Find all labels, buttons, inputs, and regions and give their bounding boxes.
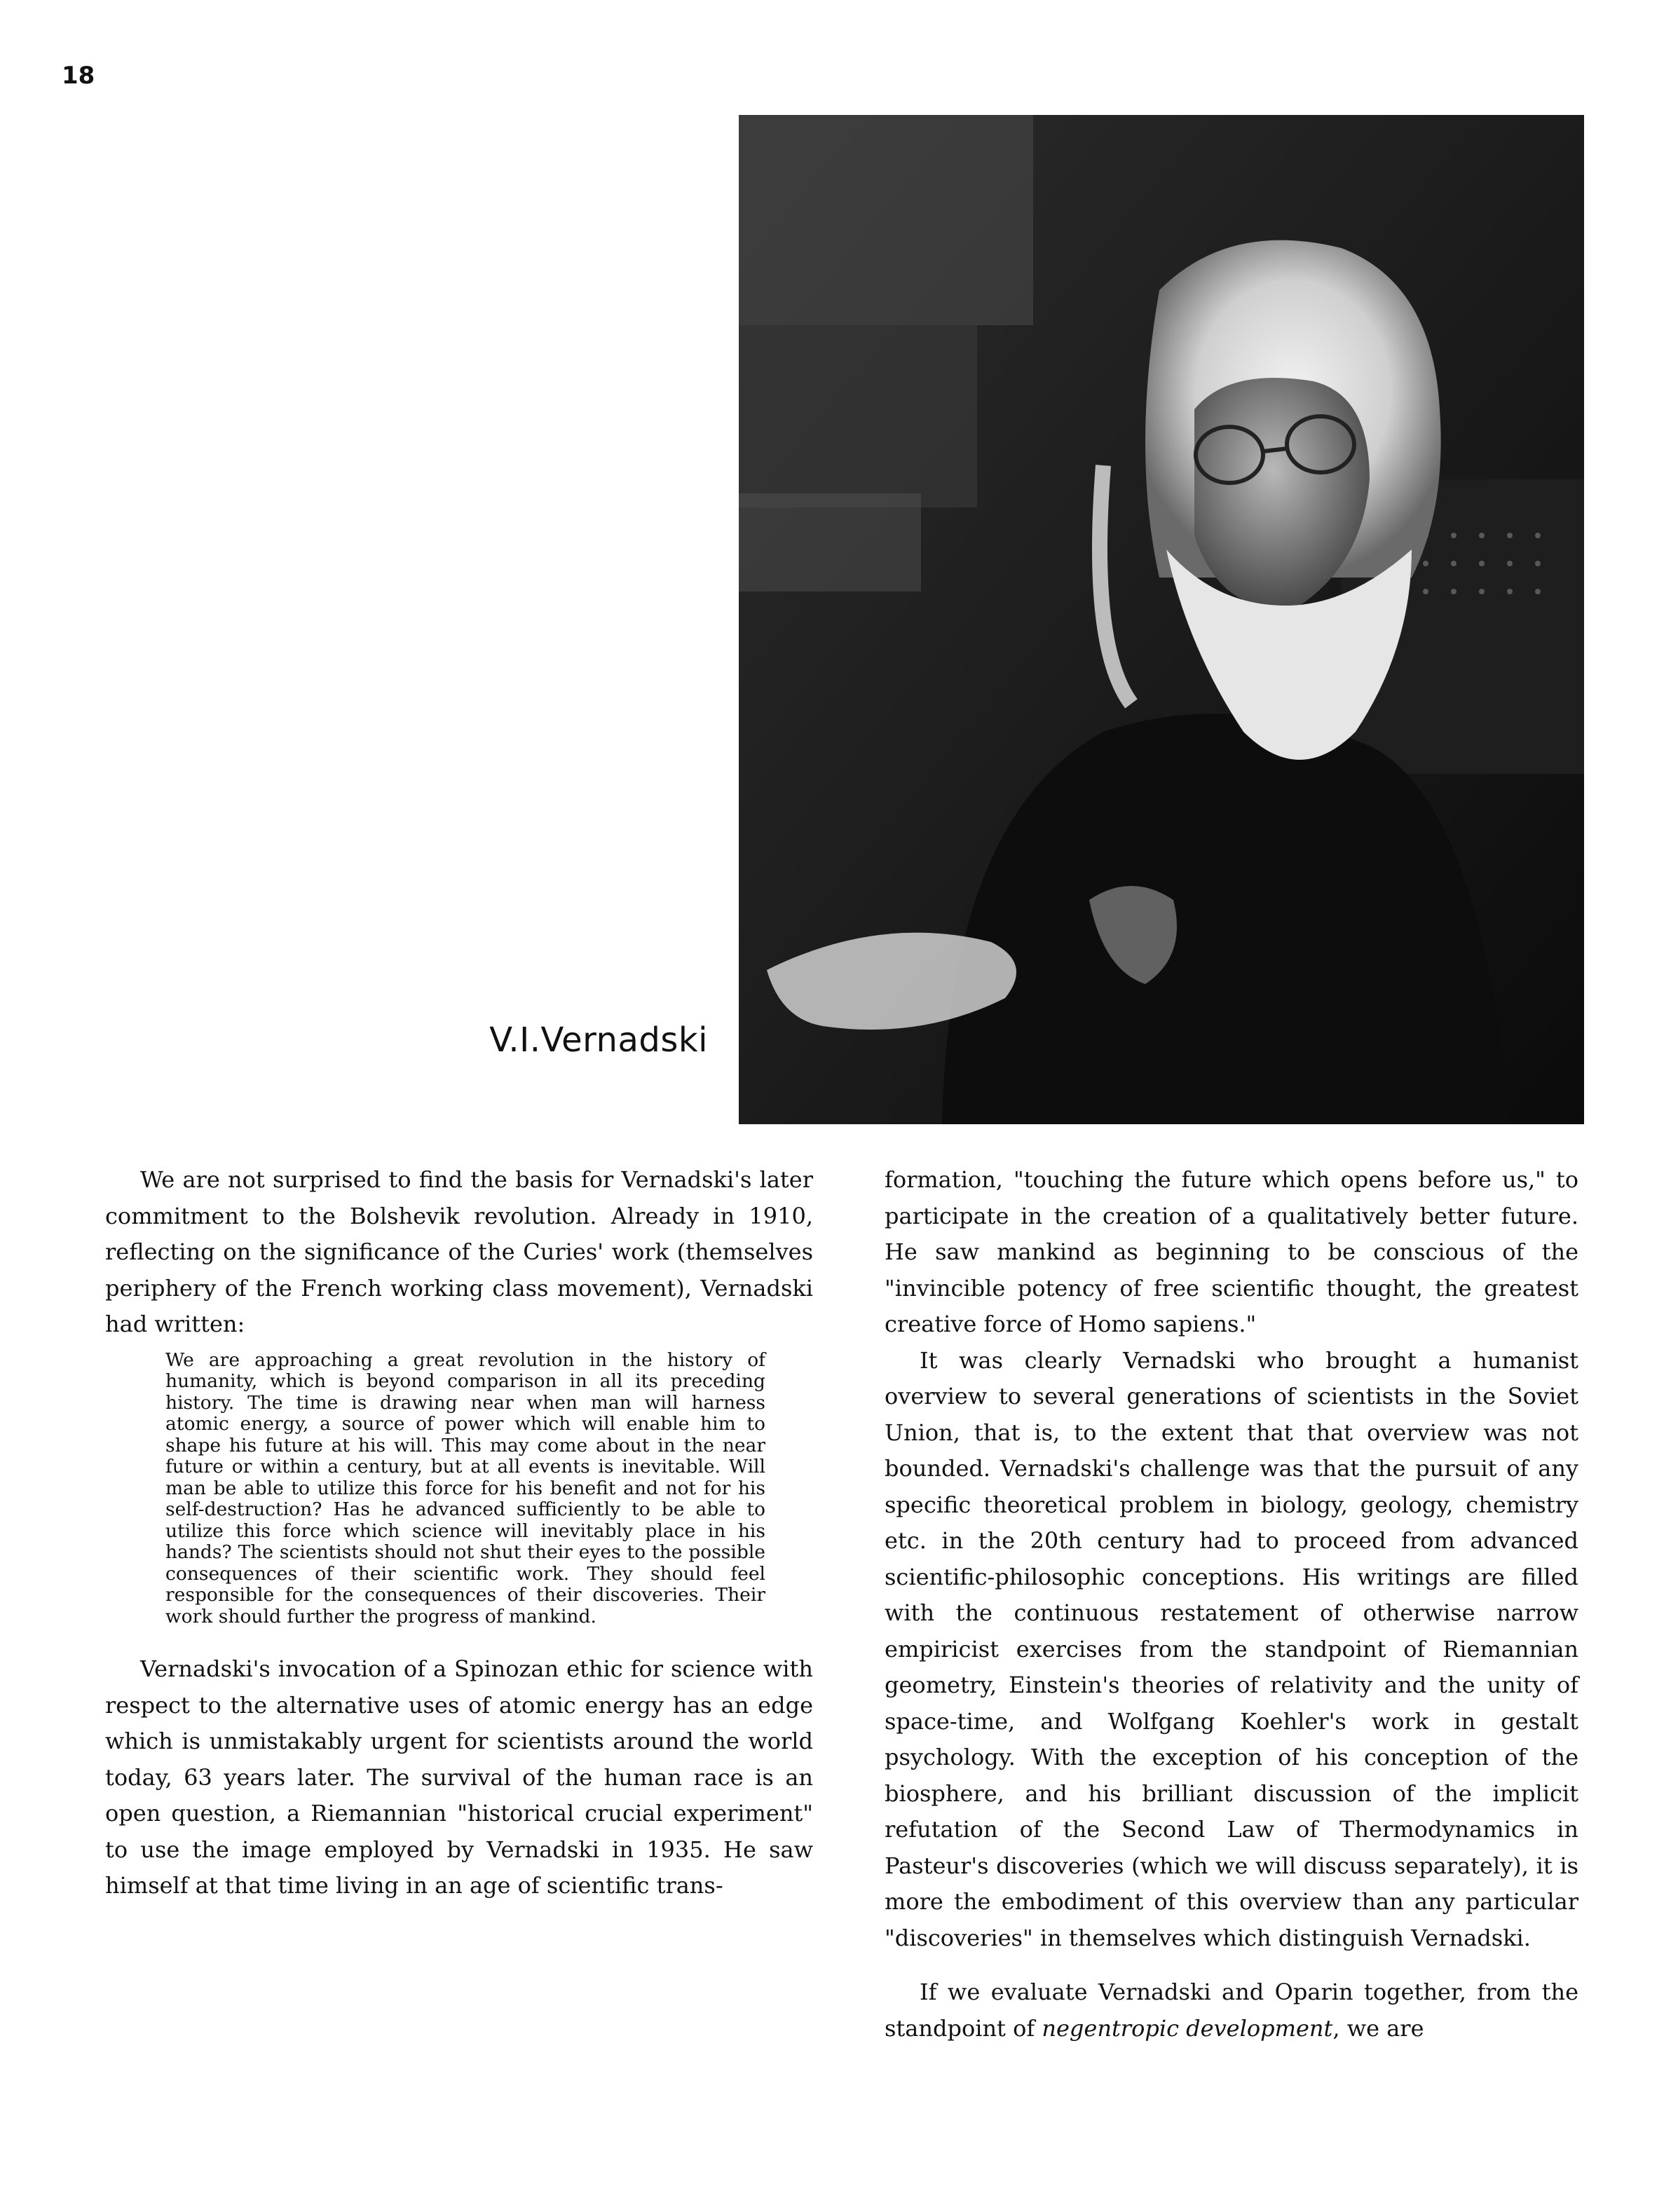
portrait-illustration xyxy=(739,115,1584,1124)
paragraph: We are not surprised to find the basis for Vernadski's later commitment to the Bolshevik revolution. Already in 1910, reflecting on the significance of the Curies' work (themselves periphery of the French working class movement), Vernadski had written: xyxy=(105,1166,813,1337)
paragraph: Vernadski's invocation of a Spinozan ethic for science with respect to the alternative uses of atomic energy has an edge which is unmistakably urgent for scientists around the world today, 63 years later. The survival of the human race is an open question, a Riemannian "historical crucial experiment" to use the image employed by Vernadski in 1935. He saw himself at that time living in an age of scientific trans- xyxy=(105,1655,813,1899)
portrait-photo xyxy=(739,115,1584,1124)
page-number: 18 xyxy=(62,62,95,90)
paragraph-text: If we evaluate Vernadski and Oparin together, from the standpoint of xyxy=(885,1979,1578,2042)
emphasis-text: negentropic development xyxy=(1042,2014,1333,2042)
photo-caption: V.I.Vernadski xyxy=(489,1020,708,1060)
right-column xyxy=(885,1162,1578,2047)
paragraph: formation, "touching the future which opens before us," to participate in the creation of a qualitatively better future. He saw mankind as beginning to be conscious of the "invincible potency of free scientific thought, the greatest creative force of Homo sapiens." xyxy=(885,1166,1578,1337)
paragraph-text: , we are xyxy=(1332,2014,1424,2042)
paragraph: It was clearly Vernadski who brought a humanist overview to several generations of scientists in the Soviet Union, that is, to the extent that that overview was not bounded. Vernadski's challenge was that the pursuit of any specific theoretical problem in biology, geology, chemistry etc. in the 20th century had to proceed from advanced scientific-philosophic conceptions. His writings are filled with the continuous restatement of otherwise narrow empiricist exercises from the standpoint of Riemannian geometry, Einstein's theories of relativity and the unity of space-time, and Wolfgang Koehler's work in gestalt psychology. With the exception of his conception of the biosphere, and his brilliant discussion of the implicit refutation of the Second Law of Thermodynamics in Pasteur's discoveries (which we will discuss separately), it is more the embodiment of this overview than any particular "discoveries" in themselves which distinguish Vernadski. xyxy=(885,1346,1578,1951)
left-column xyxy=(105,1162,813,1904)
paragraph xyxy=(885,1974,1578,2047)
block-quote: We are approaching a great revolution in the history of humanity, which is beyond comparison in all its preceding history. The time is drawing near when man will harness atomic energy, a source of power which will enable him to shape his future at his will. This may come about in the near future or within a century, but at all events is inevitable. Will man be able to utilize this force for his benefit and not for his self-destruction? Has he advanced sufficiently to be able to utilize this force which science will inevitably place in his hands? The scientists should not shut their eyes to the possible consequences of their scientific work. They should feel responsible for the consequences of their discoveries. Their work should further the progress of mankind. xyxy=(165,1349,765,1627)
